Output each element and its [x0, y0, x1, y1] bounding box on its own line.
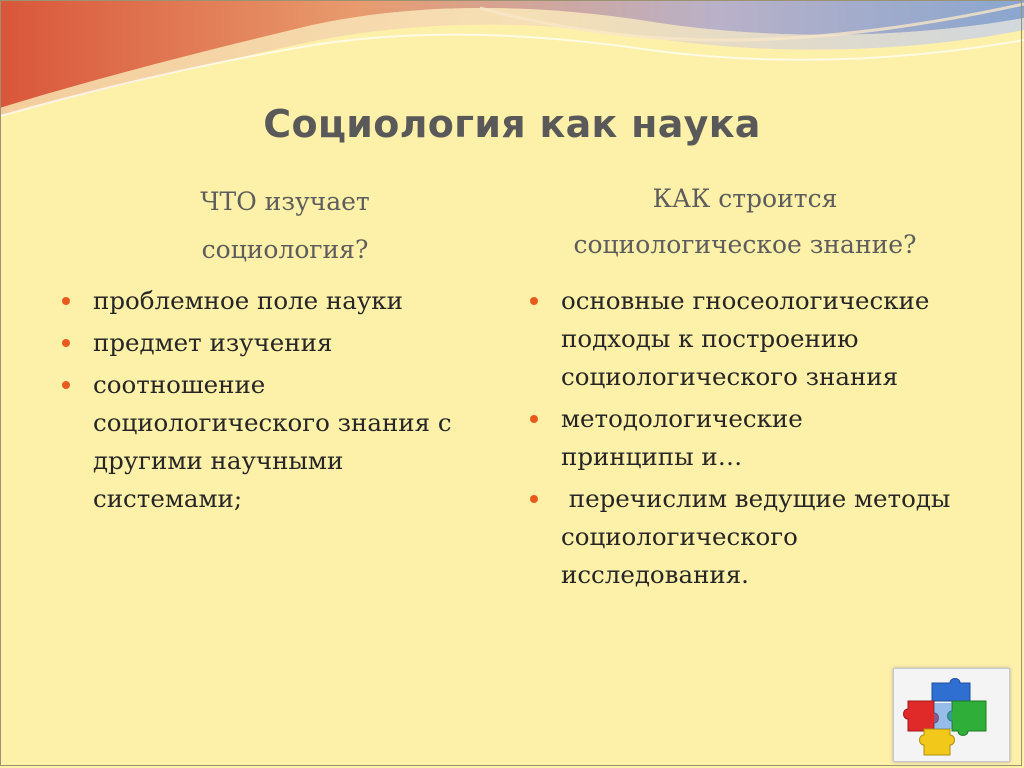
right-bullet-list: [530, 282, 970, 598]
list-item-text: соотношение социологического знания с другими научными системами;: [93, 370, 452, 513]
list-item-text: предмет изучения: [93, 328, 333, 357]
list-item: [62, 282, 502, 320]
right-heading-line2: социологическое знание?: [573, 230, 917, 259]
list-item: [530, 480, 961, 594]
list-item-text: перечислим ведущие методы социологического исследования.: [561, 484, 959, 589]
list-item-text: методологические принципы и…: [561, 404, 803, 471]
puzzle-graphic: [894, 669, 1009, 761]
left-heading-line2: социология?: [201, 235, 369, 264]
bullet-icon: [62, 339, 70, 347]
bullet-icon: [530, 297, 538, 305]
puzzle-pieces-icon: [893, 668, 1010, 762]
slide-title: Социология как наука: [263, 102, 761, 146]
list-item-text: основные гносеологические подходы к построению социологического знания: [561, 286, 930, 391]
bullet-icon: [62, 381, 70, 389]
right-heading-line1: КАК строится: [652, 184, 838, 213]
list-item: [62, 366, 473, 518]
list-item: [62, 324, 502, 362]
bullet-icon: [62, 297, 70, 305]
list-item: [530, 400, 861, 476]
left-bullet-list: [62, 282, 502, 522]
bullet-icon: [530, 495, 538, 503]
bullet-icon: [530, 415, 538, 423]
list-item: [530, 282, 961, 396]
list-item-text: проблемное поле науки: [93, 286, 403, 315]
right-column-heading: [500, 176, 990, 268]
left-heading-line1: ЧТО изучает: [200, 187, 370, 216]
left-column-heading: [120, 178, 450, 274]
